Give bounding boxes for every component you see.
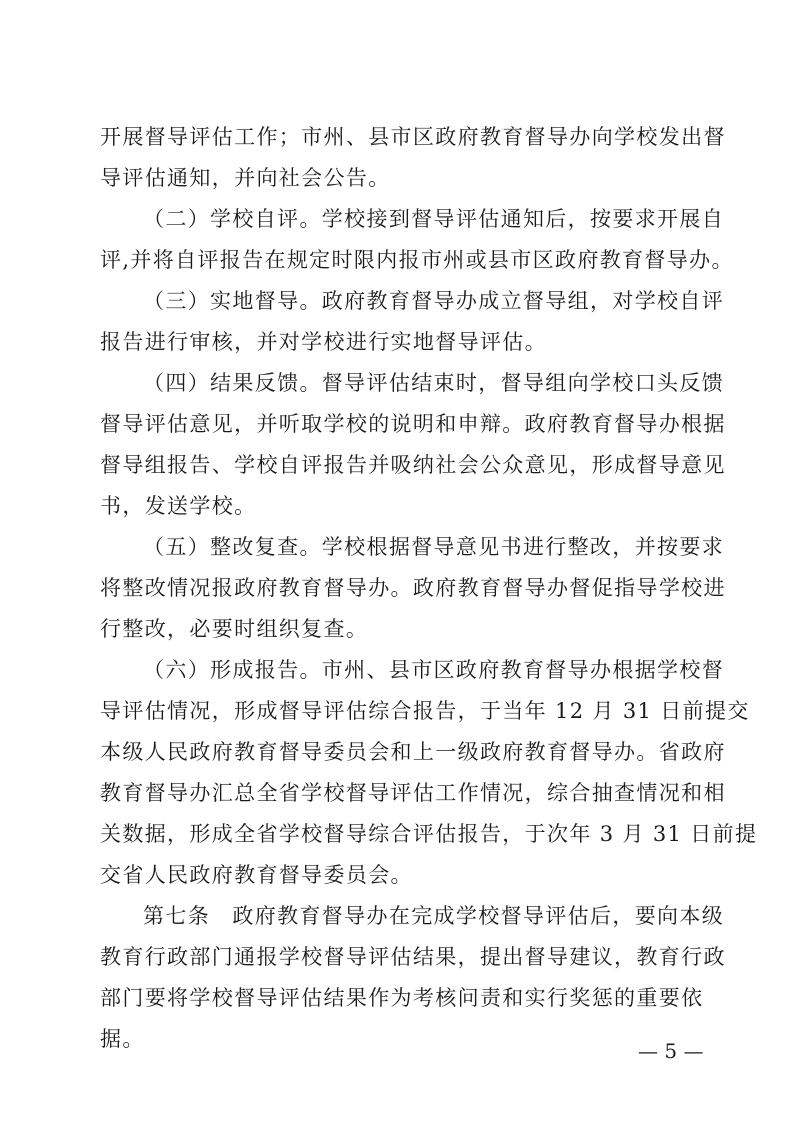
paragraph-line: （二）学校自评。学校接到督导评估通知后，按要求开展自 <box>143 207 725 231</box>
paragraph-line: 书，发送学校。 <box>100 494 257 518</box>
paragraph-line: 行整改，必要时组织复查。 <box>100 617 369 641</box>
paragraph-line: 第七条 政府教育督导办在完成学校督导评估后，要向本级 <box>143 904 725 928</box>
paragraph-line: 报告进行审核，并对学校进行实地督导评估。 <box>100 330 547 354</box>
paragraph-line: 督导组报告、学校自评报告并吸纳社会公众意见，形成督导意见 <box>100 453 726 477</box>
paragraph-line: （三）实地督导。政府教育督导办成立督导组，对学校自评 <box>143 289 725 313</box>
paragraph-line: 导评估情况，形成督导评估综合报告，于当年 12 月 31 日前提交 <box>100 699 750 723</box>
paragraph-line: （五）整改复查。学校根据督导意见书进行整改，并按要求 <box>143 535 725 559</box>
paragraph-line: 评,并将自评报告在规定时限内报市州或县市区政府教育督导办。 <box>100 248 734 272</box>
paragraph-line: 部门要将学校督导评估结果作为考核问责和实行奖惩的重要依 <box>100 986 704 1010</box>
paragraph-line: 将整改情况报政府教育督导办。政府教育督导办督促指导学校进 <box>100 576 726 600</box>
paragraph-line: （六）形成报告。市州、县市区政府教育督导办根据学校督 <box>143 658 725 682</box>
page-number: — 5 — <box>638 1039 704 1063</box>
paragraph-line: 本级人民政府教育督导委员会和上一级政府教育督导办。省政府 <box>100 740 726 764</box>
paragraph-line: 督导评估意见，并听取学校的说明和申辩。政府教育督导办根据 <box>100 412 726 436</box>
paragraph-line: 导评估通知，并向社会公告。 <box>100 166 391 190</box>
paragraph-line: 据。 <box>100 1027 145 1051</box>
paragraph-line: 关数据，形成全省学校督导综合评估报告，于次年 3 月 31 日前提 <box>100 822 758 846</box>
paragraph-line: 教育督导办汇总全省学校督导评估工作情况，综合抽查情况和相 <box>100 781 726 805</box>
paragraph-line: 交省人民政府教育督导委员会。 <box>100 863 413 887</box>
paragraph-line: 开展督导评估工作；市州、县市区政府教育督导办向学校发出督 <box>100 125 726 149</box>
paragraph-line: （四）结果反馈。督导评估结束时，督导组向学校口头反馈 <box>143 371 725 395</box>
paragraph-line: 教育行政部门通报学校督导评估结果，提出督导建议，教育行政 <box>100 945 726 969</box>
